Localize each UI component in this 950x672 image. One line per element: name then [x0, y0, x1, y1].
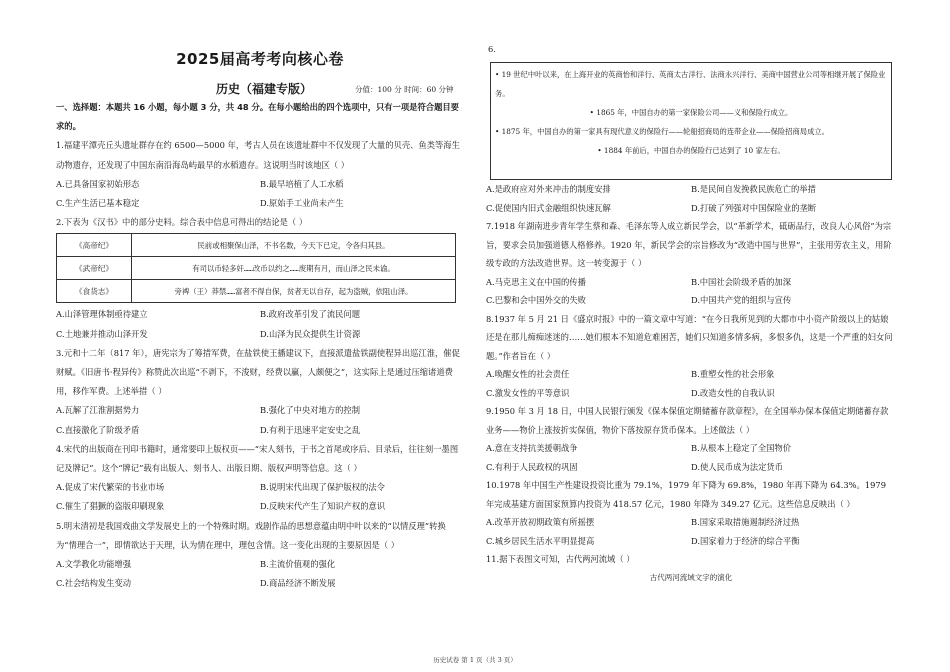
table-cell-text: 有司以币轻多奸……改币以约之……废期有月，而山泽之民未谕。 — [132, 257, 456, 280]
table-cell-source: 《食货志》 — [57, 280, 132, 303]
q5-options-row1 — [56, 555, 464, 574]
q8-stem: 8.1937 年 5 月 21 日《盛京时报》中的一篇文章中写道：“在今日我所见到的大都市中小资产阶级以上的姑娘还是在那儿痴痴迷迷的……她们根本不知道危难困苦，她们只知道多情多病，多恨多仇，这是一个严重的妇女问题。”作者旨在（ ） — [486, 313, 893, 361]
q8-options-row1 — [486, 365, 896, 384]
q9-option-b[interactable]: B.从根本上稳定了全国物价 — [691, 443, 792, 453]
q1-option-d[interactable]: D.原始手工业尚未产生 — [260, 198, 344, 209]
q6-material-item: • 19 世纪中叶以来，在上海开业的英商怡和洋行、英商太古洋行、法商永兴洋行、美商中国营业公司等相继开展了保险业务。 — [495, 70, 886, 98]
q2-options-row2 — [56, 325, 464, 344]
q7-options-row1 — [486, 273, 896, 292]
q8-option-c[interactable]: C.激发女性的平等意识 — [486, 387, 570, 398]
q3-option-c[interactable]: C.直接激化了阶级矛盾 — [56, 424, 140, 435]
table-cell-text: 民前或相聚保山泽，不书名数，今天下已定，令各归其县。 — [132, 234, 456, 257]
q6-number: 6. — [488, 44, 496, 54]
q9-option-c[interactable]: C.有利于人民政权的巩固 — [486, 461, 578, 472]
q8-options-row2 — [486, 384, 896, 403]
q2-options-row1 — [56, 305, 464, 324]
q6-option-d[interactable]: D.打破了列强对中国保险业的垄断 — [691, 202, 817, 213]
q6-material-box — [490, 62, 892, 180]
q3-option-d[interactable]: D.有利于迅速平定安史之乱 — [260, 424, 361, 435]
q5-option-b[interactable]: B.主流价值观的强化 — [260, 559, 336, 570]
q3-option-b[interactable]: B.强化了中央对地方的控制 — [260, 405, 361, 416]
q4-options-row1 — [56, 478, 464, 497]
q7-option-a[interactable]: A.马克思主义在中国的传播 — [486, 276, 586, 287]
q2-option-b[interactable]: B.政府改革引发了流民问题 — [260, 309, 361, 320]
q4-options-row2 — [56, 497, 464, 516]
q1-options-row2 — [56, 194, 464, 213]
q6-options-row1 — [486, 180, 896, 199]
table-cell-source: 《武帝纪》 — [57, 257, 132, 280]
exam-subtitle: 历史（福建专版） — [216, 82, 313, 96]
q2-option-c[interactable]: C.土地兼并推动山泽开发 — [56, 328, 148, 339]
page-footer: 历史试卷 第 1 页（共 3 页） — [433, 656, 517, 664]
table-cell-source: 《高帝纪》 — [57, 234, 132, 257]
q1-options-row1 — [56, 175, 464, 194]
q7-stem: 7.1918 年湖南进步青年学生蔡和森、毛泽东等人成立新民学会，以“革新学术，砥砺品行，改良人心风俗”为宗旨，要求会员加强道德人格修养。1920 年，新民学会的宗旨修改为“改造中国与世界”，主张用劳农主义，用阶级专政的方法改造世界。这一转变源于（ ） — [486, 221, 892, 268]
q10-option-c[interactable]: C.城乡居民生活水平明显提高 — [486, 535, 595, 546]
q10-options-row1 — [486, 513, 896, 532]
q4-stem: 4.宋代的出版商在刊印书籍时，通常要印上版权页——“宋人刻书，于书之首尾或序后、目录后，往往刻一墨图记及牌记”。这个“牌记”载有出版人、刻书人、出版日期、版权声明等信息。这（ ） — [56, 443, 459, 474]
q6-material-item: • 1884 年前后，中国自办的保险行已达到了 10 家左右。 — [597, 146, 785, 155]
q6-material-item: • 1875 年，中国自办的第一家具有现代意义的保险行——轮船招商局的连带企业——保险招商局成立。 — [495, 127, 829, 136]
q3-option-a[interactable]: A.瓦解了江淮割据势力 — [56, 405, 140, 416]
q1-stem: 1.福建平潭壳丘头遗址群存在约 6500—5000 年，考古人员在该遗址群中不仅发现了大量的贝壳、鱼类等海生动物遗存，还发现了中国东南沿海岛屿最早的水稻遗存。这说明当时该地区（ ） — [56, 140, 460, 170]
q11-stem: 11.据下表图文可知，古代两河流域（ ） — [486, 554, 635, 564]
q10-option-a[interactable]: A.改革开放初期政策有所摇摆 — [486, 517, 595, 527]
q3-options-row1 — [56, 401, 464, 420]
exam-title: 2025届高考考向核心卷 — [176, 50, 344, 68]
q10-option-d[interactable]: D.国家着力于经济的综合平衡 — [691, 535, 800, 546]
q5-options-row2 — [56, 574, 464, 593]
q7-option-d[interactable]: D.中国共产党的组织与宣传 — [691, 295, 792, 305]
q3-options-row2 — [56, 421, 464, 440]
q5-option-d[interactable]: D.商品经济不断发展 — [260, 578, 336, 589]
q7-option-b[interactable]: B.中国社会阶级矛盾的加深 — [691, 276, 792, 287]
q2-option-d[interactable]: D.山泽为民众提供生计资源 — [260, 328, 361, 339]
right-flow — [486, 180, 896, 587]
score-time-info: 分值：100 分 时间：60 分钟 — [355, 85, 454, 94]
q1-option-a[interactable]: A.已具备国家初始形态 — [56, 178, 140, 189]
table-row — [57, 257, 456, 280]
q7-options-row2 — [486, 291, 896, 310]
table-row — [57, 234, 456, 257]
q10-options-row2 — [486, 532, 896, 551]
q5-stem: 5.明末清初是我国戏曲文学发展史上的一个特殊时期。戏剧作品的思想意蕴由明中叶以来的“以情反理”转换为“情理合一”，即情欲达于天理，认为情在理中，理包含情。这一变化出现的主要原因是（ ） — [56, 520, 446, 550]
q9-stem: 9.1950 年 3 月 18 日，中国人民银行颁发《保本保值定期储蓄存款章程》，在全国举办保本保值定期储蓄存款业务——物价上涨按折实保值，物价下落按原存货币保本。上述做法（ ） — [486, 406, 889, 435]
q1-option-b[interactable]: B.最早培植了人工水稻 — [260, 178, 344, 189]
q1-option-c[interactable]: C.生产生活已基本稳定 — [56, 198, 140, 209]
q6-options-row2 — [486, 199, 896, 218]
q9-option-d[interactable]: D.使人民币成为法定货币 — [691, 461, 783, 472]
q2-option-a[interactable]: A.山泽管理体制亟待建立 — [56, 309, 148, 320]
q9-options-row2 — [486, 458, 896, 477]
q10-stem: 10.1978 年中国生产性建设投资比重为 79.1%，1979 年下降为 69.8%，1980 年再下降为 64.3%。1979 年完成基建方面国家预算内投资为 418.57 亿元，1980 年降为 349.27 亿元。这些信息反映出（ ） — [486, 480, 886, 509]
q5-option-c[interactable]: C.社会结构发生变动 — [56, 578, 132, 589]
q5-option-a[interactable]: A.文学教化功能增强 — [56, 559, 132, 570]
q7-option-c[interactable]: C.巴黎和会中国外交的失败 — [486, 295, 586, 305]
q4-option-c[interactable]: C.催生了猖獗的盗版印刷现象 — [56, 501, 165, 512]
section-instructions: 一、选择题：本题共 16 小题，每小题 3 分，共 48 分。在每小题给出的四个选项中，只有一项是符合题目要求的。 — [56, 102, 459, 132]
q6-option-c[interactable]: C.促使国内旧式金融组织快速瓦解 — [486, 202, 611, 213]
q6-option-a[interactable]: A.是政府应对外来冲击的制度安排 — [486, 184, 611, 194]
q8-option-d[interactable]: D.改造女性的自我认识 — [691, 387, 775, 398]
q8-option-b[interactable]: B.重塑女性的社会形象 — [691, 369, 775, 379]
q4-option-b[interactable]: B.说明宋代出现了保护版权的法令 — [260, 482, 385, 493]
q4-option-a[interactable]: A.促成了宋代繁荣的书业市场 — [56, 482, 165, 493]
q2-source-table — [56, 233, 456, 303]
table-row — [57, 280, 456, 303]
q9-option-a[interactable]: A.意在支持抗美援朝战争 — [486, 443, 578, 453]
table-cell-text: 旁裨（王）莽禁……富者不得自保，贫者无以自存，起为盗贼，依阻山泽。 — [132, 280, 456, 303]
q2-stem: 2.下表为《汉书》中的部分史料。综合表中信息可得出的结论是（ ） — [56, 217, 308, 228]
q10-option-b[interactable]: B.国家采取措施遏制经济过热 — [691, 517, 800, 527]
left-flow — [56, 98, 464, 593]
q6-material-item: • 1865 年，中国自办的第一家保险公司——义和保险行成立。 — [589, 108, 793, 117]
q6-option-b[interactable]: B.是民间自发挽救民族危亡的举措 — [691, 184, 816, 194]
q4-option-d[interactable]: D.反映宋代产生了知识产权的意识 — [260, 501, 386, 512]
q8-option-a[interactable]: A.唤醒女性的社会责任 — [486, 369, 570, 379]
q11-figure-title: 古代两河流域文字的演化 — [649, 572, 733, 582]
q3-stem: 3.元和十二年（817 年），唐宪宗为了筹措军费，在盐铁使王播建议下，直接派遣盐铁副使程异出巡江淮，催促财赋。《旧唐书·程异传》称赞此次出巡“不剥下，不浚财，经费以赢，人颇便之”，这实际上是通过压缩诸道费用，移作军费。上述举措（ ） — [56, 347, 460, 397]
q9-options-row1 — [486, 439, 896, 458]
